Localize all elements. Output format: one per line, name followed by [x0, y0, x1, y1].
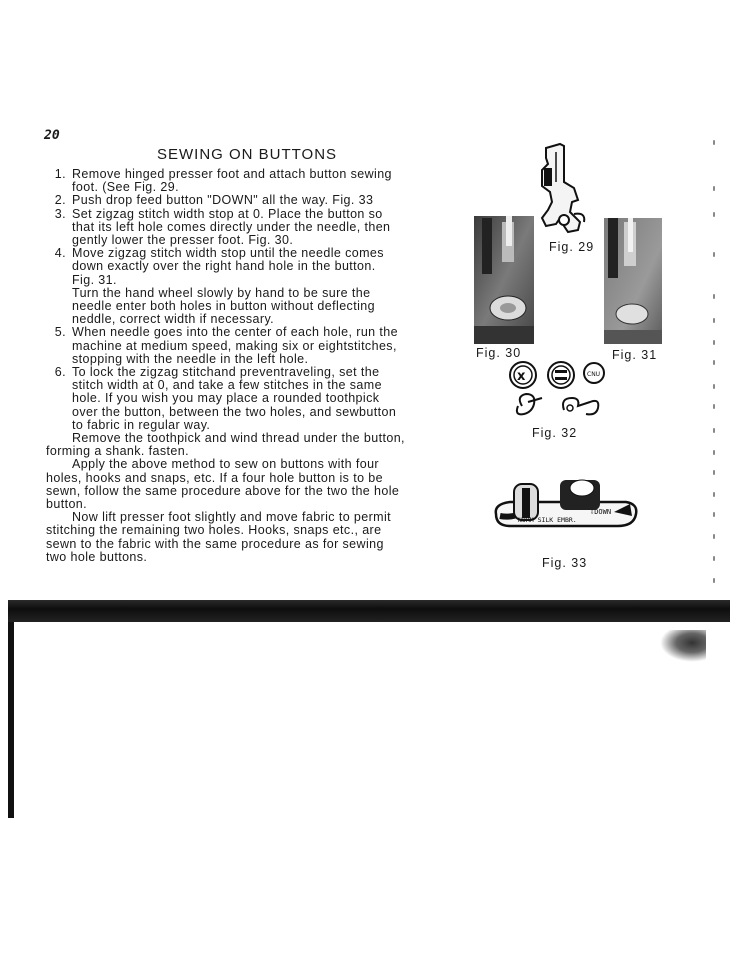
step-line: Turn the hand wheel slowly by hand to be sure the	[72, 285, 371, 300]
steps-list	[46, 168, 424, 432]
fig29-caption: Fig. 29	[549, 240, 595, 254]
step-number: 2.	[54, 193, 66, 208]
step-line: that its left hole comes directly under the needle, then	[72, 219, 391, 234]
step-line: Fig. 31.	[72, 272, 117, 287]
margin-marks	[713, 140, 723, 600]
paragraph-body: forming a shank. fasten.	[46, 444, 190, 459]
step-text	[72, 366, 424, 432]
step-line: down exactly over the right hand hole in the button.	[72, 259, 376, 274]
step-line: over the button, between the two holes, and sewbutton	[72, 404, 397, 419]
scan-edge-bar	[8, 622, 14, 818]
paragraph-first-line: Remove the toothpick and wind thread under the button,	[72, 431, 405, 446]
step-text	[72, 247, 424, 326]
step-line: gently lower the presser foot. Fig. 30.	[72, 233, 294, 248]
scan-band-divider	[8, 600, 730, 622]
paragraph-first-line: Now lift presser foot slightly and move fabric to permit	[72, 510, 392, 525]
fig33-drop-feed-image	[490, 474, 640, 536]
step-text	[72, 168, 424, 194]
fig30-caption: Fig. 30	[476, 346, 522, 360]
step-line: stopping with the needle in the left hole.	[72, 351, 309, 366]
svg-text:x: x	[517, 369, 526, 384]
page-number: 20	[44, 128, 60, 143]
step-line: foot. (See Fig. 29.	[72, 180, 179, 195]
step-line: hole. If you wish you may place a rounded toothpick	[72, 391, 380, 406]
scan-smudge	[660, 630, 706, 662]
paragraph-body: holes, hooks and snaps, etc. If a four hole button is to be sewn, follow the same procedure above for the two the hole button.	[46, 470, 400, 512]
step-item	[46, 208, 424, 248]
page-title: SEWING ON BUTTONS	[157, 146, 338, 163]
step-text	[72, 208, 424, 248]
fig29-button-foot-image	[534, 142, 604, 238]
fig32-hook-tag: CNU	[587, 371, 601, 378]
step-item	[46, 326, 424, 366]
step-line: to fabric in regular way.	[72, 417, 211, 432]
fig32-buttons-hooks-image	[506, 358, 612, 424]
step-line: Push drop feed button "DOWN" all the way. Fig. 33	[72, 193, 374, 208]
step-item	[46, 168, 424, 194]
step-line: needle enter both holes in button without deflecting	[72, 299, 375, 314]
step-item	[46, 247, 424, 326]
step-line: Remove hinged presser foot and attach button sewing	[72, 167, 392, 181]
step-line: Set zigzag stitch width stop at 0. Place the button so	[72, 206, 383, 221]
fig33-plate-top: ⇩DOWN	[590, 508, 612, 516]
fig31-photo	[604, 218, 662, 344]
paragraph-first-line: Apply the above method to sew on buttons with four	[72, 457, 379, 472]
paragraphs	[46, 432, 424, 564]
step-text	[72, 194, 424, 207]
fig33-caption: Fig. 33	[542, 556, 588, 570]
step-item	[46, 194, 424, 207]
fig32-caption: Fig. 32	[532, 426, 578, 440]
paragraph-body: stitching the remaining two holes. Hooks, snaps etc., are sewn to the fabric with the same procedure as for sewing two hole buttons.	[46, 523, 384, 564]
step-number: 4.	[54, 246, 66, 261]
step-number: 3.	[54, 206, 66, 221]
fig31-caption: Fig. 31	[612, 348, 658, 362]
step-text	[72, 326, 424, 366]
fig30-photo	[474, 216, 534, 344]
step-line: machine at medium speed, making six or eightstitches,	[72, 338, 397, 353]
step-line: To lock the zigzag stitchand preventraveling, set the	[72, 365, 380, 380]
step-item	[46, 366, 424, 432]
instructions-body	[46, 168, 424, 564]
fig33-plate-bottom: NORM SILK EMBR.	[518, 516, 577, 524]
step-number: 1.	[54, 167, 66, 181]
step-line: Move zigzag stitch width stop until the needle comes	[72, 246, 384, 261]
step-number: 6.	[54, 365, 66, 380]
step-line: stitch width at 0, and take a few stitches in the same	[72, 378, 382, 393]
step-line: When needle goes into the center of each hole, run the	[72, 325, 398, 340]
step-line: neddle, correct width if necessary.	[72, 312, 275, 327]
step-number: 5.	[54, 325, 66, 340]
